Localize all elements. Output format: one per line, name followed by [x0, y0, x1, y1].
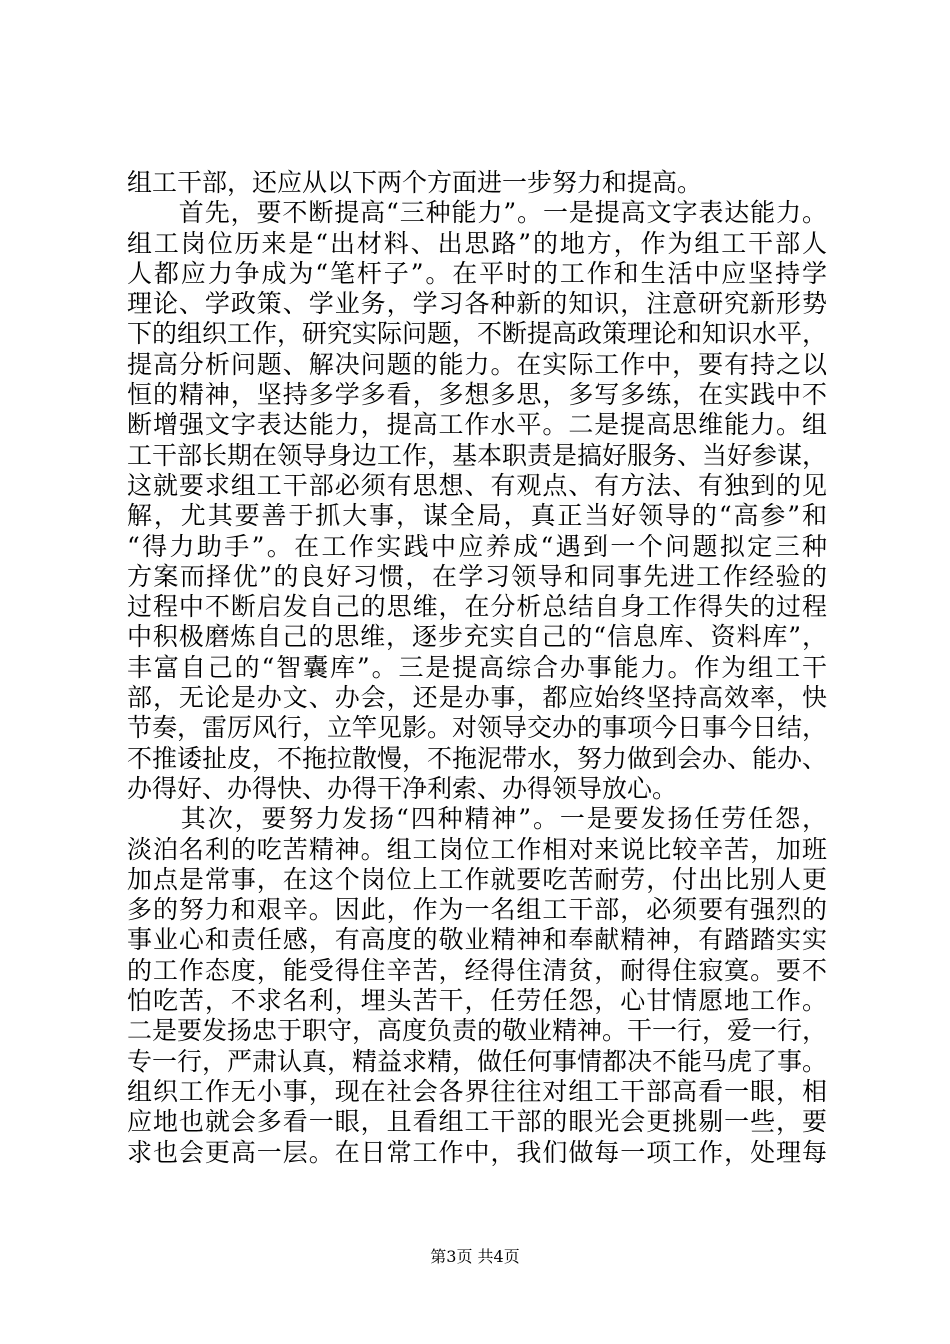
text-line: 断增强文字表达能力，提高工作水平。二是提高思维能力。组 [127, 410, 827, 440]
text-line: 组工干部，还应从以下两个方面进一步努力和提高。 [127, 168, 703, 197]
text-line: 组织工作无小事，现在社会各界往往对组工干部高看一眼，相 [127, 1076, 827, 1106]
text-line: 这就要求组工干部必须有思想、有观点、有方法、有独到的见 [127, 470, 827, 500]
text-line: 方案而择优”的良好习惯，在学习领导和同事先进工作经验的 [127, 561, 827, 591]
text-line: 应地也就会多看一眼，且看组工干部的眼光会更挑剔一些，要 [127, 1107, 827, 1137]
text-line: 恒的精神，坚持多学多看，多想多思，多写多练，在实践中不 [127, 380, 827, 410]
text-line: 办得好、办得快、办得干净利索、办得领导放心。 [127, 773, 678, 803]
text-line: 人都应力争成为“笔杆子”。在平时的工作和生活中应坚持学 [127, 258, 827, 288]
text-line: 淡泊名利的吃苦精神。组工岗位工作相对来说比较辛苦，加班 [127, 834, 827, 864]
text-line: 多的努力和艰辛。因此，作为一名组工干部，必须要有强烈的 [127, 895, 827, 925]
body-text [127, 168, 827, 1168]
text-line: 部，无论是办文、办会，还是办事，都应始终坚持高效率，快 [127, 683, 827, 713]
text-line: 解，尤其要善于抓大事，谋全局，真正当好领导的“高参”和 [127, 501, 827, 531]
text-line: 理论、学政策、学业务，学习各种新的知识，注意研究新形势 [127, 289, 827, 319]
text-line: 不推诿扯皮，不拖拉散慢，不拖泥带水，努力做到会办、能办、 [127, 743, 828, 773]
text-line: 二是要发扬忠于职守，高度负责的敬业精神。干一行，爱一行， [127, 1016, 828, 1046]
text-line: 求也会更高一层。在日常工作中，我们做每一项工作，处理每 [127, 1137, 827, 1167]
text-line: 专一行，严肃认真，精益求精，做任何事情都决不能马虎了事。 [127, 1046, 828, 1076]
text-line: 怕吃苦，不求名利，埋头苦干，任劳任怨，心甘情愿地工作。 [127, 986, 827, 1016]
text-line: “得力助手”。在工作实践中应养成“遇到一个问题拟定三种 [127, 531, 827, 561]
page-number: 第3页 共4页 [430, 1247, 520, 1266]
text-line: 的工作态度，能受得住辛苦，经得住清贫，耐得住寂寞。要不 [127, 955, 827, 985]
text-line: 过程中不断启发自己的思维，在分析总结自身工作得失的过程 [127, 592, 827, 622]
text-line: 丰富自己的“智囊库”。三是提高综合办事能力。作为组工干 [127, 652, 827, 682]
text-line: 工干部长期在领导身边工作，基本职责是搞好服务、当好参谋， [127, 440, 828, 470]
text-line: 提高分析问题、解决问题的能力。在实际工作中，要有持之以 [127, 349, 827, 379]
text-line: 加点是常事，在这个岗位上工作就要吃苦耐劳，付出比别人更 [127, 864, 827, 894]
text-line: 节奏，雷厉风行，立竿见影。对领导交办的事项今日事今日结， [127, 713, 828, 743]
text-line: 首先，要不断提高“三种能力”。一是提高文字表达能力。 [127, 198, 827, 228]
text-line: 事业心和责任感，有高度的敬业精神和奉献精神，有踏踏实实 [127, 925, 827, 955]
text-line: 组工岗位历来是“出材料、出思路”的地方，作为组工干部人 [127, 228, 827, 258]
text-line: 下的组织工作，研究实际问题，不断提高政策理论和知识水平， [127, 319, 828, 349]
text-line: 其次，要努力发扬“四种精神”。一是要发扬任劳任怨， [127, 804, 827, 834]
text-line: 中积极磨炼自己的思维，逐步充实自己的“信息库、资料库”， [127, 622, 827, 652]
